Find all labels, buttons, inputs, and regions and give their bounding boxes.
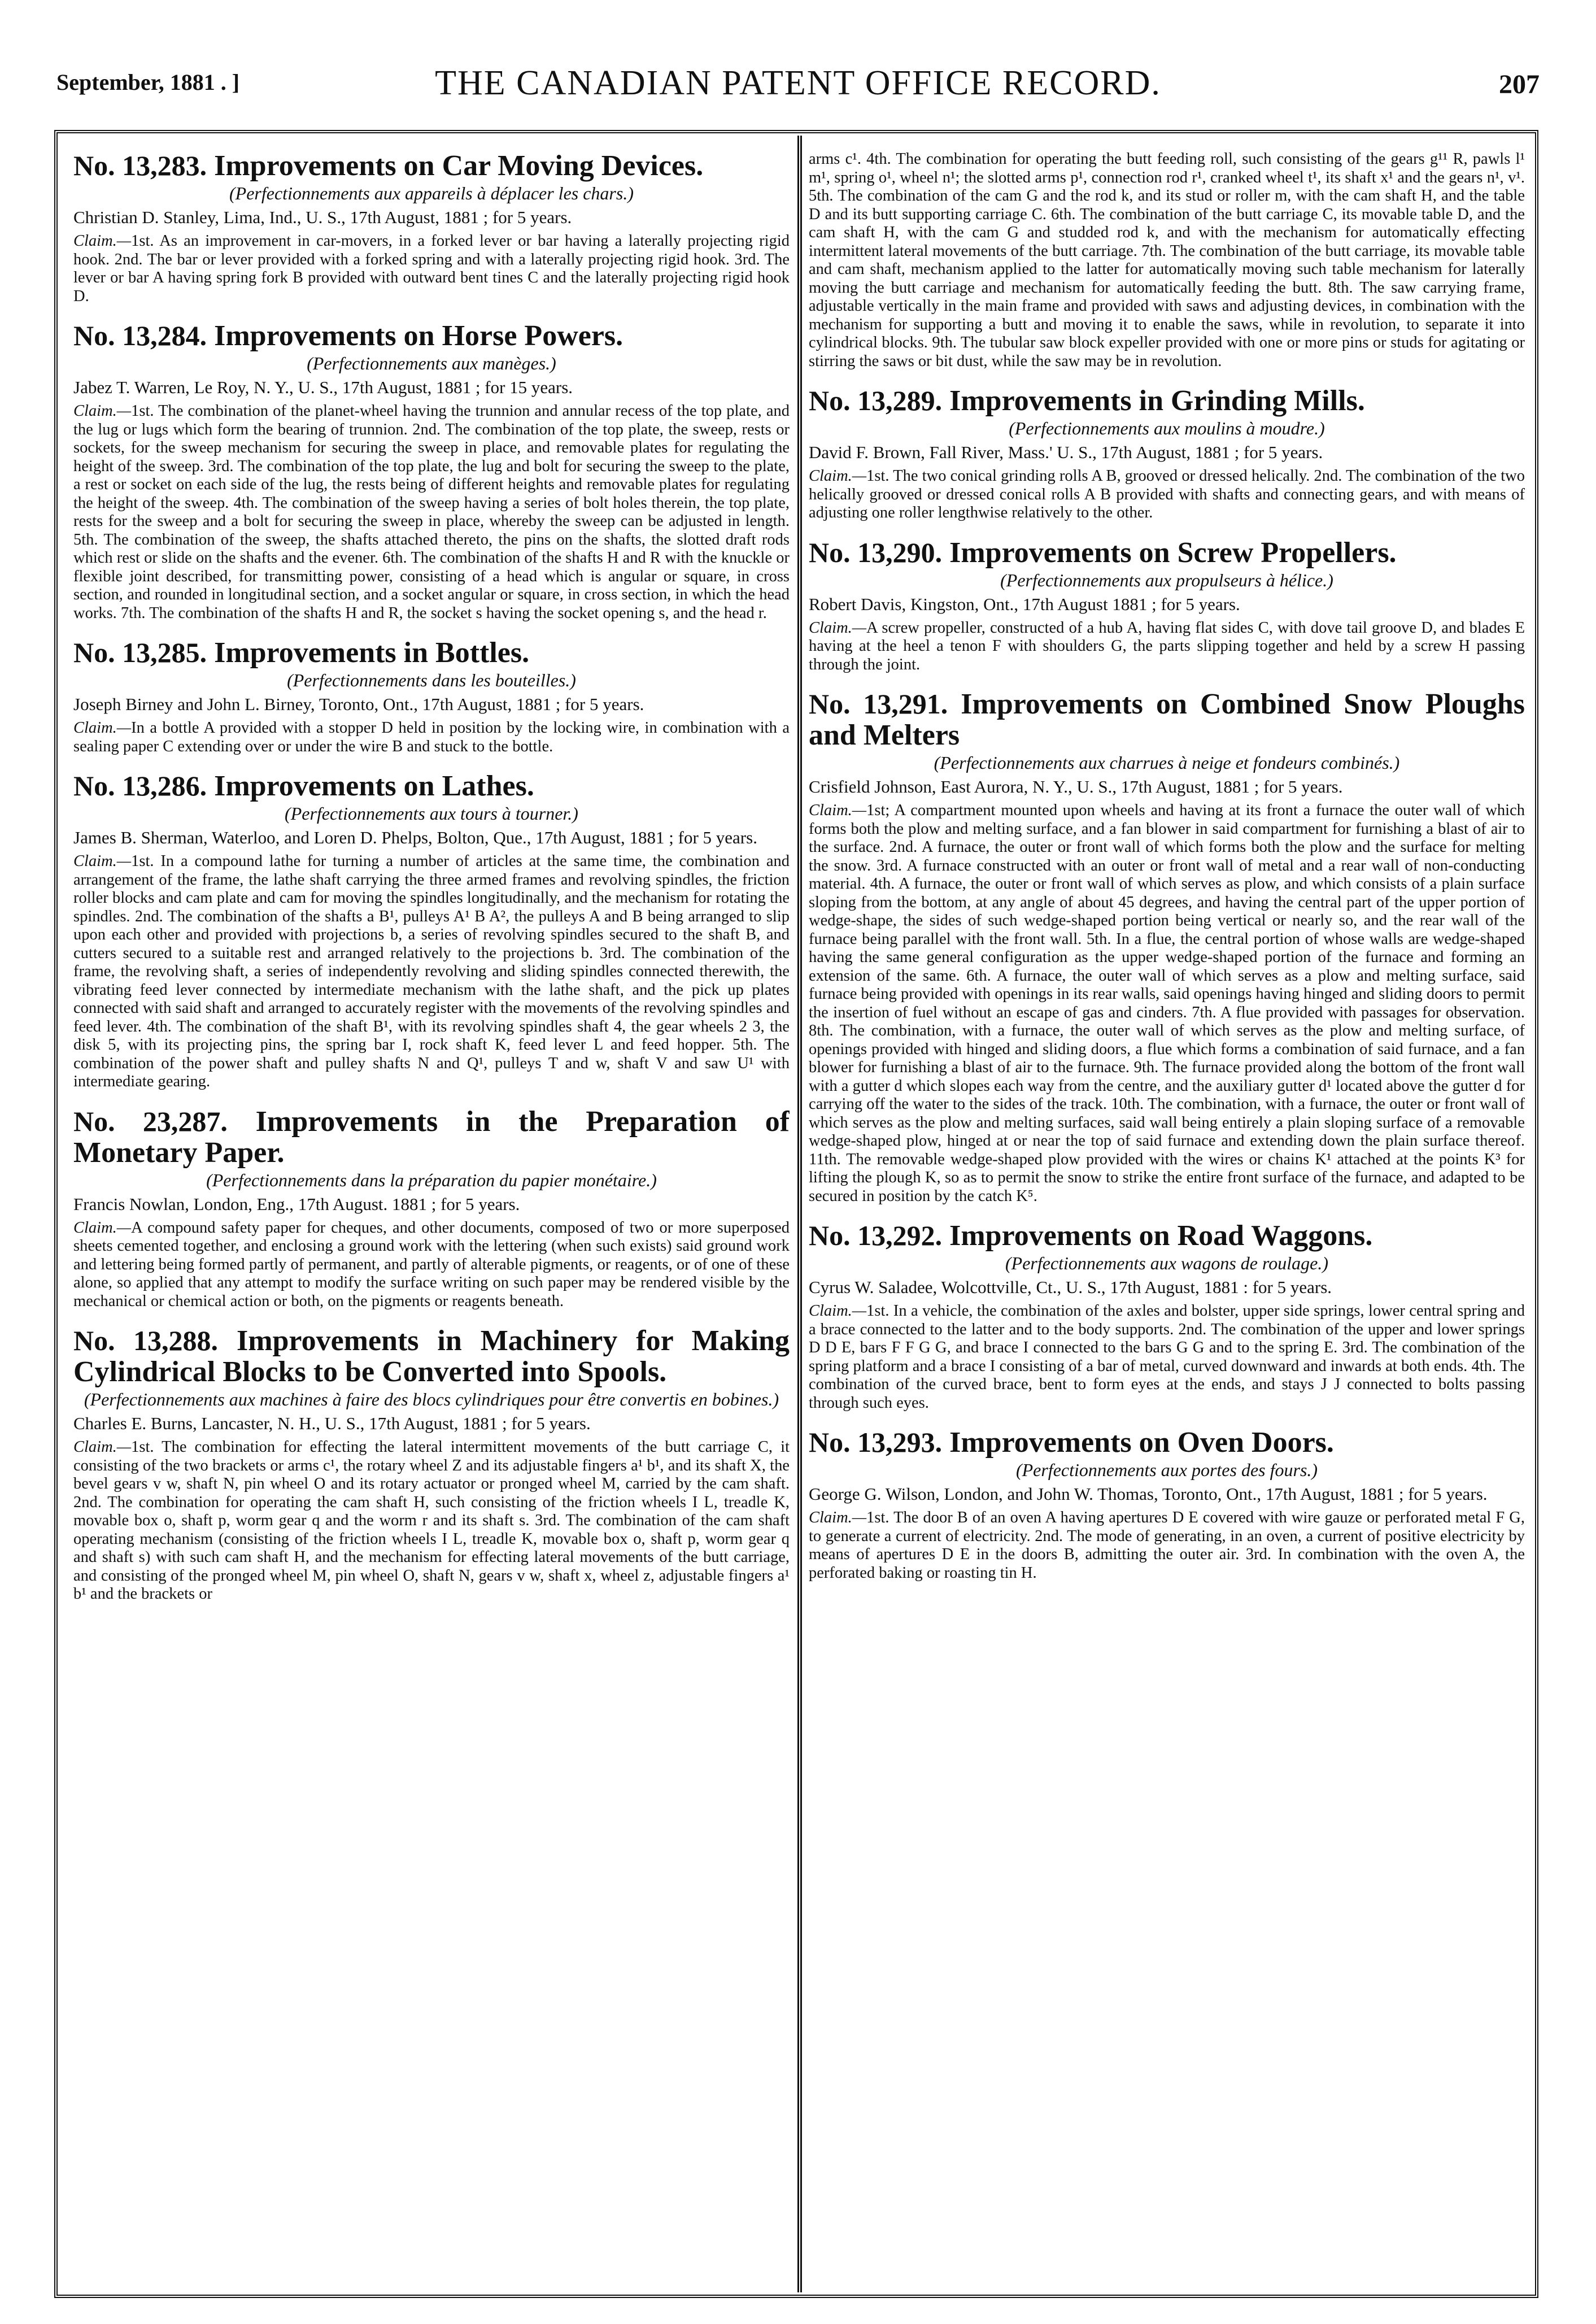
patent-title: Improvements in Bottles. [214, 637, 530, 669]
patent-claim [73, 232, 790, 306]
patent-inventor: George G. Wilson, London, and John W. Thomas, Toronto, Ont., 17th August, 1881 ; for 5 years. [809, 1484, 1488, 1504]
patent-french-title: (Perfectionnements aux tours à tourner.) [285, 803, 578, 824]
claim-label: Claim.— [809, 467, 867, 485]
patent-entry [73, 637, 790, 756]
claim-text: 1st. The door B of an oven A having apertures D E covered with wire gauze or perforated metal F G, to generate a current of electricity. 2nd. The mode of generating, in an oven, a current of positive electricity by means of apertures D E in the doors B, admitting the outer air. 3rd. In combination with the oven A, the perforated baking or roasting tin H. [809, 1509, 1525, 1582]
patent-title: Improvements on Screw Propellers. [949, 536, 1397, 569]
patent-french-title: (Perfectionnements aux wagons de roulage.) [1005, 1253, 1328, 1273]
patent-title: Improvements in Machinery for Making Cylindrical Blocks to be Converted into Spools. [73, 1325, 790, 1388]
patent-claim [73, 1219, 790, 1311]
patent-claim [809, 619, 1525, 674]
patent-number: No. 13,291. [809, 688, 948, 720]
patent-title: Improvements on Oven Doors. [949, 1426, 1334, 1459]
patent-entry [73, 1325, 790, 1604]
claim-text: 1st. As an improvement in car-movers, in a forked lever or bar having a laterally projecting rigid hook. 2nd. The bar or lever provided with a forked spring and with a laterally projecting rigid hook. 3rd. The lever or bar A having spring fork B provided with outward bent tines C and the laterally projecting rigid hook D. [73, 232, 790, 305]
patent-entry [809, 385, 1525, 523]
claim-text: 1st. The two conical grinding rolls A B, grooved or dressed helically. 2nd. The combination of the two helically grooved or dressed conical rolls A B provided with shafts and connecting gears, and with means of adjusting one roller lengthwise relatively to the other. [809, 467, 1525, 521]
patent-entry [73, 320, 790, 623]
claim-text: In a bottle A provided with a stopper D held in position by the locking wire, in combination with a sealing paper C extending over or under the wire B and stuck to the bottle. [73, 719, 790, 755]
patent-claim [809, 1302, 1525, 1412]
claim-label: Claim.— [73, 1218, 132, 1237]
patent-entry [73, 1106, 790, 1311]
claim-label: Claim.— [73, 1438, 132, 1456]
claim-text: 1st. In a compound lathe for turning a number of articles at the same time, the combination and arrangement of the frame, the lathe shaft carrying the three armed frames and revolving spindles, the friction roller blocks and cam plate and cam for moving the spindles longitudinally, and the mechanism for rotating the spindles. 2nd. The combination of the shafts a B¹, pulleys A¹ B A², the pulleys A and B being arranged to slip upon each other and provided with projections b, a series of revolving spindles secured to the shaft B, and cutters secured to a suitable rest and arranged relatively to the projections b. 3rd. The combination of the frame, the revolving shaft, a series of independently revolving and sliding spindles connected therewith, the vibrating feed lever connected by intermediate mechanism with the lathe shaft, and the pick up plates connected with said shaft and arranged to accurately register with the movements of the revolving spindles and feed lever. 4th. The combination of the shaft B¹, with its revolving spindles shaft 4, the gear wheels 2 3, the disk 5, with its projecting pins, the spring bar I, rock shaft K, feed lever L and feed hopper. 5th. The combination of the power shaft and pulley shafts N and Q¹, pulleys T and w, shaft V and saw U¹ with intermediate gearing. [73, 852, 790, 1090]
patent-french-title: (Perfectionnements aux appareils à déplacer les chars.) [229, 183, 634, 203]
patent-title: Improvements on Combined Snow Ploughs and Melters [809, 688, 1525, 751]
patent-inventor: Francis Nowlan, London, Eng., 17th August. 1881 ; for 5 years. [73, 1194, 520, 1214]
claim-text: arms c¹. 4th. The combination for operating the butt feeding roll, such consisting of the gears g¹¹ R, pawls l¹ m¹, spring o¹, wheel n¹; the slotted arms p¹, connection rod r¹, cranked wheel t¹, its shaft x¹ and the gears n¹, v¹. 5th. The combination of the cam G and the rod k, and its stud or roller m, with the cam shaft H, and the table D and its butt supporting carriage C. 6th. The combination of the butt carriage C, its movable table D, and the cam shaft H, with the cam G and studded rod k, and with the mechanism for automatically effecting intermittent lateral movements of the butt carriage. 7th. The combination of the butt carriage, its movable table and cam shaft, mechanism applied to the latter for automatically moving such table mechanism for laterally moving the butt carriage and mechanism for automatically feeding the butt. 8th. The saw carrying frame, adjustable vertically in the main frame and provided with saws and adjusting devices, in combination with the mechanism for supporting a butt and moving it to enable the saws, while in revolution, to separate it into cylindrical blocks. 9th. The tubular saw block expeller provided with one or more pins or studs for agitating or stirring the saws or bit dust, while the saw may be in revolution. [809, 150, 1525, 370]
patent-french-title: (Perfectionnements aux moulins à moudre.) [1009, 418, 1325, 438]
publication-title: THE CANADIAN PATENT OFFICE RECORD. [435, 64, 1161, 102]
patent-inventor: David F. Brown, Fall River, Mass.' U. S., 17th August, 1881 ; for 5 years. [809, 442, 1323, 462]
patent-heading [73, 320, 790, 351]
patent-entry [809, 1220, 1525, 1412]
patent-inventor: Crisfield Johnson, East Aurora, N. Y., U. S., 17th August, 1881 ; for 5 years. [809, 777, 1343, 797]
claim-text: A screw propeller, constructed of a hub A, having flat sides C, with dove tail groove D, and blades E having at the heel a tenon F with shoulders G, the parts slipping together and held by a screw H passing through the joint. [809, 619, 1525, 673]
patent-number: No. 13,285. [73, 637, 207, 668]
patent-number: No. 13,286. [73, 770, 207, 802]
patent-heading [809, 385, 1525, 416]
patent-title: Improvements in the Preparation of Monetary Paper. [73, 1105, 790, 1169]
patent-claim [73, 402, 790, 623]
patent-french-title: (Perfectionnements aux propulseurs à hélice.) [1000, 569, 1333, 590]
patent-title: Improvements in Grinding Mills. [949, 385, 1365, 417]
patent-title: Improvements on Lathes. [214, 770, 534, 802]
patent-inventor: James B. Sherman, Waterloo, and Loren D. Phelps, Bolton, Que., 17th August, 1881 ; for 5 years. [73, 828, 757, 847]
claim-label: Claim.— [809, 1302, 867, 1320]
right-column [809, 150, 1525, 2280]
patent-heading [809, 1220, 1525, 1251]
patent-title: Improvements on Road Waggons. [949, 1220, 1373, 1252]
patent-entry [809, 537, 1525, 674]
patent-inventor: Cyrus W. Saladee, Wolcottville, Ct., U. S., 17th August, 1881 : for 5 years. [809, 1277, 1332, 1297]
claim-text: 1st. In a vehicle, the combination of the axles and bolster, upper side springs, lower central spring and a brace connected to the latter and to the body supports. 2nd. The combination of the upper and lower springs D D E, bars F F G G, and brace I connected to the bars G G and to the spring E. 3rd. The combination of the spring platform and a brace I consisting of a bar of metal, curved downward and inwards at both ends. 4th. The combination of the curved brace, bent to form eyes at the ends, and stays J J connected to bolts passing through such eyes. [809, 1302, 1525, 1412]
patent-inventor: Christian D. Stanley, Lima, Ind., U. S., 17th August, 1881 ; for 5 years. [73, 207, 572, 227]
patent-heading [809, 1427, 1525, 1458]
patent-entry [73, 771, 790, 1091]
patent-entry [809, 150, 1525, 371]
claim-text: 1st. The combination for effecting the lateral intermittent movements of the butt carriage C, it consisting of the two brackets or arms c¹, the rotary wheel Z and its adjustable fingers a¹ b¹, and its shaft X, the bevel gears v w, shaft N, pin wheel O and its rotary actuator or pronged wheel M, carried by the cam shaft. 2nd. The combination for operating the cam shaft H, such consisting of the friction wheels I L, treadle K, movable box o, shaft p, worm gear q and the worm r and its shaft s. 3rd. The combination of the cam shaft operating mechanism (consisting of the friction wheels I L, treadle K, movable box o, shaft p, worm gear q and shaft s) with such cam shaft H, and the mechanism for effecting lateral movements of the butt carriage, and consisting of the pronged wheel M, pin wheel O, shaft N, gears v w, shaft x, wheel z, adjustable fingers a¹ b¹ and the brackets or [73, 1438, 790, 1603]
page-number: 207 [1499, 69, 1540, 99]
patent-french-title: (Perfectionnements aux charrues à neige et fondeurs combinés.) [934, 752, 1400, 773]
patent-french-title: (Perfectionnements aux manèges.) [307, 353, 556, 373]
patent-number: No. 13,293. [809, 1426, 943, 1458]
claim-label: Claim.— [73, 232, 132, 250]
patent-inventor: Charles E. Burns, Lancaster, N. H., U. S., 17th August, 1881 ; for 5 years. [73, 1413, 591, 1433]
claim-label: Claim.— [809, 802, 867, 819]
patent-number: No. 13,283. [73, 150, 207, 181]
patent-heading [73, 150, 790, 181]
patent-french-title: (Perfectionnements dans les bouteilles.) [287, 670, 576, 690]
patent-heading [73, 637, 790, 668]
claim-label: Claim.— [809, 619, 867, 637]
patent-claim [73, 852, 790, 1091]
patent-entry [809, 1427, 1525, 1582]
claim-text: A compound safety paper for cheques, and other documents, composed of two or more superposed sheets cemented together, and enclosing a ground work with the lettering (when such exists) said ground work and lettering being formed partly of permanent, and partly of alterable pigments, or reagents, or of one of these alone, so applied that any attempt to modify the surface writing on such paper may be rendered visible by the mechanical or chemical action or both, on the pigments or reagents beneath. [73, 1218, 790, 1310]
claim-text: 1st; A compartment mounted upon wheels and having at its front a furnace the outer wall of which forms both the plow and melting surface, and a fan blower in said compartment for furnishing a blast of air to the surface. 2nd. A furnace, the outer or front wall of which forms both the plow and the surface for melting the snow. 3rd. A furnace constructed with an outer or front wall of metal and a rear wall of non-conducting material. 4th. A furnace, the outer or front wall of which serves as plow, and which consists of a plain surface sloping from the bottom, at any angle of about 45 degrees, and having the central part of the upper portion of wedge-shape, the sides of such wedge-shaped portion being vertical or nearly so, and the rear wall of the furnace being parallel with the front wall. 5th. In a flue, the central portion of whose walls are wedge-shaped having the same general configuration as the upper wedge-shaped portion of the furnace and forming an extension of the same. 6th. A furnace, the outer wall of which serves as a plow and melting surface, said furnace being provided with openings in its rear walls, said openings having hinged and sliding doors to permit the insertion of fuel without an escape of gas and cinders. 7th. A flue provided with passages for observation. 8th. The combination, with a furnace, the outer wall of which serves as the plow and melting surface, of openings provided with hinged and sliding doors, a flue which forms a combination of said furnace, and a fan blower for furnishing a blast of air to the furnace. 9th. The furnace provided along the bottom of the front wall with a gutter d which slopes each way from the centre, and the auxiliary gutter d¹ located above the gutter d for carrying off the water to the sides of the track. 10th. The combination, with a furnace, the outer or front wall of which serves as the plow and melting surfaces, said wall being entirely a plain sloping surface of a removable wedge-shaped plow, hinged at or near the top of said furnace and extending down the plain surface thereof. 11th. The removable wedge-shaped plow provided with the wires or chains K¹ attached at the points K³ for lifting the plough K, so as to permit the snow to strike the entire front surface of the furnace, and adapted to be secured in position by the catch K⁵. [809, 802, 1525, 1205]
patent-number: No. 13,288. [73, 1325, 219, 1356]
patent-entry [809, 689, 1525, 1205]
patent-number: No. 13,290. [809, 536, 943, 568]
issue-date: September, 1881 . ] [56, 69, 240, 95]
patent-entry [73, 150, 790, 306]
patent-heading [73, 771, 790, 802]
claim-label: Claim.— [73, 719, 132, 737]
patent-french-title: (Perfectionnements aux portes des fours.) [1015, 1460, 1318, 1480]
claim-label: Claim.— [73, 402, 132, 420]
claim-label: Claim.— [809, 1509, 867, 1526]
patent-number: No. 23,287. [73, 1105, 228, 1137]
patent-inventor: Joseph Birney and John L. Birney, Toronto, Ont., 17th August, 1881 ; for 5 years. [73, 694, 644, 714]
claim-label: Claim.— [73, 852, 132, 870]
patent-inventor: Robert Davis, Kingston, Ont., 17th August 1881 ; for 5 years. [809, 594, 1240, 614]
patent-number: No. 13,292. [809, 1220, 943, 1251]
patent-number: No. 13,284. [73, 320, 207, 351]
patent-claim [809, 1509, 1525, 1582]
patent-french-title: (Perfectionnements dans la préparation du papier monétaire.) [206, 1169, 657, 1190]
patent-claim [73, 719, 790, 756]
patent-heading [809, 689, 1525, 751]
claim-text: 1st. The combination of the planet-wheel having the trunnion and annular recess of the top plate, and the lug or lugs which form the bearing of trunnion. 2nd. The combination of the top plate, the sweep, rests or sockets, for the sweep mechanism for securing the sweep in place, and removable plates for regulating the height of the sweep. 3rd. The combination of the top plate, the lug and bolt for securing the sweep to the plate, a rest or socket on each side of the lug, the rests being of different heights and removable plates for regulating the height of the sweep. 4th. The combination of the sweep having a series of bolt holes therein, the top plate, rests for the sweep and a bolt for securing the sweep in place, whereby the sweep can be adjusted in length. 5th. The combination of the sweep, the shafts attached thereto, the pins on the shafts, the slotted draft rods which rest or slide on the shafts and the evener. 6th. The combination of the shafts H and R with the knuckle or flexible joint described, for transmitting power, consisting of a head which is angular or square, in cross section, and rounded in longitudinal section, and a socket angular or square, in cross section, in which the head works. 7th. The combination of the shafts H and R, the socket s having the socket opening s, and the head r. [73, 402, 790, 622]
patent-number: No. 13,289. [809, 385, 943, 416]
patent-claim [809, 150, 1525, 371]
patent-title: Improvements on Car Moving Devices. [214, 150, 704, 182]
patent-french-title: (Perfectionnements aux machines à faire des blocs cylindriques pour être convertis en bobines.) [84, 1389, 779, 1409]
patent-inventor: Jabez T. Warren, Le Roy, N. Y., U. S., 17th August, 1881 ; for 15 years. [73, 377, 573, 397]
patent-claim [809, 802, 1525, 1205]
page-header [56, 52, 1540, 120]
patent-heading [73, 1325, 790, 1387]
patent-heading [809, 537, 1525, 568]
patent-heading [73, 1106, 790, 1168]
column-divider [797, 136, 802, 2292]
patent-claim [809, 467, 1525, 523]
patent-claim [73, 1438, 790, 1604]
patent-title: Improvements on Horse Powers. [214, 320, 623, 352]
left-column [73, 150, 790, 2280]
